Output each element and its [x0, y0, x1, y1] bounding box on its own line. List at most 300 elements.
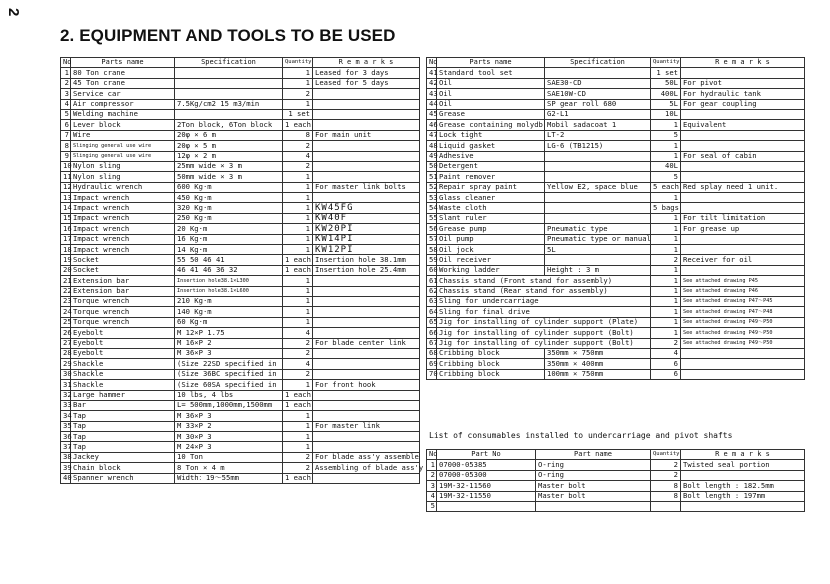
- cell-qty: 1: [283, 172, 313, 182]
- cell-no: 19: [61, 255, 71, 265]
- cell-remarks: [313, 390, 420, 400]
- cell-name: Impact wrench: [71, 234, 175, 244]
- table-row: [427, 182, 805, 192]
- cell-name: Large hammer: [71, 390, 175, 400]
- col-header-part-no: Part No: [437, 450, 536, 460]
- cell-remarks: [313, 120, 420, 130]
- table-row: [427, 109, 805, 119]
- cell-name: Oil: [437, 89, 545, 99]
- cell-qty: 1: [651, 193, 681, 203]
- cell-spec: 450 Kg·m: [175, 193, 283, 203]
- table-row: [427, 78, 805, 88]
- table-row: [427, 99, 805, 109]
- cell-no: 12: [61, 182, 71, 192]
- cell-spec: 250 Kg·m: [175, 213, 283, 223]
- cell-no: 46: [427, 120, 437, 130]
- cell-qty: 1: [283, 432, 313, 442]
- cell-qty: 1: [283, 99, 313, 109]
- cell-part-no: 19M-32-11560: [437, 481, 536, 491]
- cell-spec: M 12×P 1.75: [175, 328, 283, 338]
- cell-name: Paint remover: [437, 172, 545, 182]
- table-row: [61, 151, 420, 161]
- cell-remarks: [313, 400, 420, 410]
- cell-qty: 1: [283, 286, 313, 296]
- table-row: [427, 348, 805, 358]
- table-row: [427, 369, 805, 379]
- cell-name: Adhesive: [437, 151, 545, 161]
- cell-qty: 1: [651, 141, 681, 151]
- cell-remarks: [681, 348, 805, 358]
- cell-spec: [175, 68, 283, 78]
- cell-name: Impact wrench: [71, 224, 175, 234]
- cell-remarks: For tilt limitation: [681, 213, 805, 223]
- table-row: [61, 276, 420, 286]
- table-row: [427, 359, 805, 369]
- cell-no: 44: [427, 99, 437, 109]
- table-row: [427, 161, 805, 171]
- cell-remarks: [313, 286, 420, 296]
- cell-spec: [545, 193, 651, 203]
- table-row: [61, 317, 420, 327]
- col-header-remarks: R e m a r k s: [313, 58, 420, 68]
- cell-no: 68: [427, 348, 437, 358]
- col-header-spec: Specification: [175, 58, 283, 68]
- cell-spec: SP gear roll 680: [545, 99, 651, 109]
- cell-name: Tap: [71, 421, 175, 431]
- cell-remarks: [681, 161, 805, 171]
- cell-no: 39: [61, 463, 71, 473]
- cell-qty: 2: [651, 470, 681, 480]
- table-row: [427, 130, 805, 140]
- table-row: [61, 161, 420, 171]
- cell-name: Oil receiver: [437, 255, 545, 265]
- cell-no: 8: [61, 141, 71, 151]
- table-row: [61, 224, 420, 234]
- cell-spec: 5L: [545, 245, 651, 255]
- cell-no: 4: [61, 99, 71, 109]
- cell-name: Repair spray paint: [437, 182, 545, 192]
- cell-remarks: Bolt length : 197mm: [681, 491, 805, 501]
- cell-remarks: [681, 130, 805, 140]
- cell-qty: 1 each: [283, 473, 313, 483]
- table-row: [61, 172, 420, 182]
- cell-no: 54: [427, 203, 437, 213]
- cell-remarks: [313, 432, 420, 442]
- cell-spec: 12φ × 2 m: [175, 151, 283, 161]
- cell-qty: 10L: [651, 109, 681, 119]
- cell-qty: 2: [283, 338, 313, 348]
- cell-spec: [175, 78, 283, 88]
- cell-name: Detergent: [437, 161, 545, 171]
- table-row: [61, 245, 420, 255]
- cell-remarks: [313, 276, 420, 286]
- col-header-no: No: [427, 450, 437, 460]
- cell-spec: 600 Kg·m: [175, 182, 283, 192]
- table-row: [427, 307, 805, 317]
- table-row: [427, 276, 805, 286]
- table-row: [61, 120, 420, 130]
- table-row: [61, 130, 420, 140]
- cell-name: Air compressor: [71, 99, 175, 109]
- cell-spec: 16 Kg·m: [175, 234, 283, 244]
- cell-qty: 1: [651, 265, 681, 275]
- cell-remarks: For main unit: [313, 130, 420, 140]
- table-row: [427, 151, 805, 161]
- cell-qty: 2: [283, 89, 313, 99]
- cell-spec: 55 50 46 41: [175, 255, 283, 265]
- cell-qty: 5 bags: [651, 203, 681, 213]
- cell-name: Shackle: [71, 369, 175, 379]
- cell-spec: SAE10W-CD: [545, 89, 651, 99]
- cell-qty: 1 each: [283, 120, 313, 130]
- table-row: [61, 338, 420, 348]
- cell-remarks: See attached drawing P49～P50: [681, 338, 805, 348]
- cell-remarks: [313, 151, 420, 161]
- cell-spec: G2-L1: [545, 109, 651, 119]
- cell-name: Tap: [71, 411, 175, 421]
- cell-name: Hydraulic wrench: [71, 182, 175, 192]
- table-row: [61, 348, 420, 358]
- cell-remarks: [313, 141, 420, 151]
- col-header-qty: Quantity: [651, 58, 681, 68]
- cell-spec: 20φ × 5 m: [175, 141, 283, 151]
- cell-qty: 1: [651, 296, 681, 306]
- cell-part-no: 07000-05385: [437, 460, 536, 470]
- table-row: [61, 78, 420, 88]
- cell-no: 10: [61, 161, 71, 171]
- cell-qty: 1: [651, 213, 681, 223]
- table-row: [427, 491, 805, 501]
- cell-name: Eyebolt: [71, 348, 175, 358]
- cell-name: Jig for installing of cylinder support (Plate): [437, 317, 651, 327]
- cell-qty: 1 set: [651, 68, 681, 78]
- table-row: [427, 234, 805, 244]
- cell-part-no: 19M-32-11550: [437, 491, 536, 501]
- cell-qty: 2: [283, 463, 313, 473]
- table-row: [427, 501, 805, 511]
- cell-qty: 1: [283, 245, 313, 255]
- cell-no: 6: [61, 120, 71, 130]
- cell-name: Slant ruler: [437, 213, 545, 223]
- cell-no: 64: [427, 307, 437, 317]
- col-header-remarks: R e m a r k s: [681, 450, 805, 460]
- cell-spec: [545, 255, 651, 265]
- cell-spec: 25mm wide × 3 m: [175, 161, 283, 171]
- cell-remarks: Bolt length : 182.5mm: [681, 481, 805, 491]
- cell-spec: Pneumatic type: [545, 224, 651, 234]
- cell-no: 14: [61, 203, 71, 213]
- table-header-row: [61, 58, 420, 68]
- cell-remarks: [681, 141, 805, 151]
- table-row: [427, 460, 805, 470]
- cell-no: 65: [427, 317, 437, 327]
- table-row: [427, 296, 805, 306]
- cell-no: 37: [61, 442, 71, 452]
- cell-name: Bar: [71, 400, 175, 410]
- cell-name: 80 Ton crane: [71, 68, 175, 78]
- cell-qty: 1: [283, 276, 313, 286]
- cell-no: 41: [427, 68, 437, 78]
- cell-qty: 1: [651, 151, 681, 161]
- cell-remarks: [313, 317, 420, 327]
- cell-no: 2: [61, 78, 71, 88]
- cell-name: Jig for installing of cylinder support (Bolt): [437, 328, 651, 338]
- cell-qty: 4: [283, 359, 313, 369]
- cell-remarks: [681, 359, 805, 369]
- cell-remarks: KW45FG: [313, 203, 420, 213]
- table-row: [427, 255, 805, 265]
- cell-remarks: For hydraulic tank: [681, 89, 805, 99]
- table-row: [427, 120, 805, 130]
- cell-name: Oil jock: [437, 245, 545, 255]
- cell-qty: 1: [283, 234, 313, 244]
- cell-qty: 1: [651, 328, 681, 338]
- cell-qty: 400L: [651, 89, 681, 99]
- cell-qty: 1: [283, 78, 313, 88]
- cell-spec: 20 Kg·m: [175, 224, 283, 234]
- cell-no: 7: [61, 130, 71, 140]
- cell-qty: 2: [283, 141, 313, 151]
- table-row: [61, 359, 420, 369]
- cell-remarks: For gear coupling: [681, 99, 805, 109]
- cell-remarks: [313, 89, 420, 99]
- cell-spec: 350mm × 400mm: [545, 359, 651, 369]
- table-row: [61, 369, 420, 379]
- table-row: [61, 442, 420, 452]
- cell-remarks: [681, 109, 805, 119]
- cell-qty: 1: [283, 442, 313, 452]
- cell-qty: 8: [283, 130, 313, 140]
- table-row: [61, 213, 420, 223]
- table-row: [427, 317, 805, 327]
- cell-name: Eyebolt: [71, 338, 175, 348]
- col-header-no: No: [61, 58, 71, 68]
- cell-spec: Pneumatic type or manual: [545, 234, 651, 244]
- cell-no: 3: [61, 89, 71, 99]
- cell-spec: 20φ × 6 m: [175, 130, 283, 140]
- cell-name: Tap: [71, 442, 175, 452]
- cell-name: Impact wrench: [71, 203, 175, 213]
- table-row: [61, 255, 420, 265]
- cell-name: Impact wrench: [71, 213, 175, 223]
- cell-spec: 2Ton block, 6Ton block: [175, 120, 283, 130]
- cell-qty: 1 each: [283, 400, 313, 410]
- cell-qty: 1: [283, 203, 313, 213]
- cell-name: Glass cleaner: [437, 193, 545, 203]
- table-row: [61, 328, 420, 338]
- cell-qty: 1: [283, 68, 313, 78]
- cell-name: Cribbing block: [437, 359, 545, 369]
- cell-remarks: For blade center link: [313, 338, 420, 348]
- cell-remarks: Assembling of blade ass'y: [313, 463, 420, 473]
- cell-no: 15: [61, 213, 71, 223]
- table-row: [61, 193, 420, 203]
- equipment-table-left: [60, 57, 424, 484]
- table-row: [427, 89, 805, 99]
- cell-no: 47: [427, 130, 437, 140]
- cell-qty: 4: [283, 328, 313, 338]
- cell-spec: Width：19～55mm: [175, 473, 283, 483]
- cell-qty: 5 each: [651, 182, 681, 192]
- page-title: 2. EQUIPMENT AND TOOLS TO BE USED: [60, 26, 396, 45]
- cell-name: Socket: [71, 255, 175, 265]
- cell-spec: M 36×P 3: [175, 348, 283, 358]
- table-row: [427, 265, 805, 275]
- cell-spec: (Size 36BC specified in: [175, 369, 283, 379]
- cell-spec: [175, 89, 283, 99]
- cell-no: 1: [427, 460, 437, 470]
- cell-spec: 210 Kg·m: [175, 296, 283, 306]
- cell-remarks: KW40F: [313, 213, 420, 223]
- cell-remarks: Insertion hole 38.1mm: [313, 255, 420, 265]
- cell-name: Lever block: [71, 120, 175, 130]
- cell-qty: 2: [651, 338, 681, 348]
- cell-no: 55: [427, 213, 437, 223]
- cell-no: 66: [427, 328, 437, 338]
- cell-remarks: [313, 172, 420, 182]
- cell-remarks: [681, 68, 805, 78]
- cell-spec: 10 lbs, 4 lbs: [175, 390, 283, 400]
- cell-remarks: For grease up: [681, 224, 805, 234]
- cell-spec: LG-6 (TB1215): [545, 141, 651, 151]
- cell-remarks: For master link bolts: [313, 182, 420, 192]
- cell-qty: 2: [283, 348, 313, 358]
- cell-no: 63: [427, 296, 437, 306]
- col-header-qty: Quantity: [283, 58, 313, 68]
- table-row: [61, 380, 420, 390]
- cell-name: Torque wrench: [71, 317, 175, 327]
- cell-name: Sling for undercarriage: [437, 296, 651, 306]
- cell-name: Chassis stand (Front stand for assembly): [437, 276, 651, 286]
- cell-no: 31: [61, 380, 71, 390]
- cell-spec: 8 Ton × 4 m: [175, 463, 283, 473]
- cell-spec: 50mm wide × 3 m: [175, 172, 283, 182]
- col-header-remarks: R e m a r k s: [681, 58, 805, 68]
- cell-name: [536, 501, 651, 511]
- table-row: [61, 141, 420, 151]
- table-row: [61, 265, 420, 275]
- cell-name: Welding machine: [71, 109, 175, 119]
- cell-name: Torque wrench: [71, 307, 175, 317]
- cell-name: Slinging general use wire: [71, 141, 175, 151]
- table-row: [61, 296, 420, 306]
- cell-qty: 1: [283, 224, 313, 234]
- cell-name: Wire: [71, 130, 175, 140]
- cell-spec: M 24×P 3: [175, 442, 283, 452]
- cell-qty: 1: [283, 182, 313, 192]
- cell-qty: 2: [651, 255, 681, 265]
- cell-remarks: KW20PI: [313, 224, 420, 234]
- cell-no: 29: [61, 359, 71, 369]
- cell-no: 52: [427, 182, 437, 192]
- cell-name: Torque wrench: [71, 296, 175, 306]
- cell-name: Sling for final drive: [437, 307, 651, 317]
- table-row: [61, 463, 420, 473]
- cell-remarks: [681, 501, 805, 511]
- cell-no: 36: [61, 432, 71, 442]
- col-header-no: No: [427, 58, 437, 68]
- cell-no: 11: [61, 172, 71, 182]
- cell-remarks: [313, 296, 420, 306]
- table-header-row: [427, 450, 805, 460]
- cell-name: Grease pump: [437, 224, 545, 234]
- cell-part-no: [437, 501, 536, 511]
- cell-remarks: [313, 411, 420, 421]
- table-row: [61, 99, 420, 109]
- cell-qty: 4: [283, 151, 313, 161]
- cell-spec: [175, 109, 283, 119]
- cell-name: Cribbing block: [437, 369, 545, 379]
- cell-name: Extension bar: [71, 276, 175, 286]
- cell-spec: Insertion hole38.1×L600: [175, 286, 283, 296]
- cell-no: 69: [427, 359, 437, 369]
- cell-no: 26: [61, 328, 71, 338]
- cell-no: 5: [61, 109, 71, 119]
- table-row: [61, 307, 420, 317]
- cell-no: 21: [61, 276, 71, 286]
- table-row: [61, 390, 420, 400]
- cell-no: 60: [427, 265, 437, 275]
- table-row: [427, 193, 805, 203]
- table-row: [61, 432, 420, 442]
- cell-no: 49: [427, 151, 437, 161]
- cell-spec: Yellow E2, space blue: [545, 182, 651, 192]
- cell-no: 28: [61, 348, 71, 358]
- cell-remarks: For pivot: [681, 78, 805, 88]
- cell-name: Extension bar: [71, 286, 175, 296]
- table-row: [61, 400, 420, 410]
- cell-qty: 1: [283, 380, 313, 390]
- cell-qty: 8: [651, 491, 681, 501]
- cell-qty: 8: [651, 481, 681, 491]
- cell-name: Shackle: [71, 380, 175, 390]
- cell-qty: 6: [651, 369, 681, 379]
- cell-spec: SAE30-CD: [545, 78, 651, 88]
- cell-remarks: [313, 99, 420, 109]
- cell-qty: 2: [283, 161, 313, 171]
- cell-no: 23: [61, 296, 71, 306]
- table-row: [427, 68, 805, 78]
- cell-remarks: For front hook: [313, 380, 420, 390]
- cell-name: Jackey: [71, 452, 175, 462]
- cell-no: 18: [61, 245, 71, 255]
- cell-qty: 1: [283, 213, 313, 223]
- cell-qty: 1 set: [283, 109, 313, 119]
- cell-qty: 5: [651, 130, 681, 140]
- cell-spec: Height : 3 m: [545, 265, 651, 275]
- cell-no: 67: [427, 338, 437, 348]
- cell-remarks: [313, 473, 420, 483]
- cell-qty: 1 each: [283, 390, 313, 400]
- cell-name: Oil: [437, 78, 545, 88]
- cell-no: 56: [427, 224, 437, 234]
- cell-spec: [545, 213, 651, 223]
- cell-no: 48: [427, 141, 437, 151]
- cell-name: Shackle: [71, 359, 175, 369]
- table-row: [427, 203, 805, 213]
- cell-remarks: [681, 245, 805, 255]
- cell-remarks: [681, 172, 805, 182]
- table-row: [61, 182, 420, 192]
- cell-name: Standard tool set: [437, 68, 545, 78]
- cell-qty: 1: [283, 411, 313, 421]
- cell-name: Jig for installing of cylinder support (Bolt): [437, 338, 651, 348]
- cell-remarks: [313, 109, 420, 119]
- cell-remarks: [313, 348, 420, 358]
- cell-qty: 1: [283, 296, 313, 306]
- cell-no: 53: [427, 193, 437, 203]
- cell-spec: 10 Ton: [175, 452, 283, 462]
